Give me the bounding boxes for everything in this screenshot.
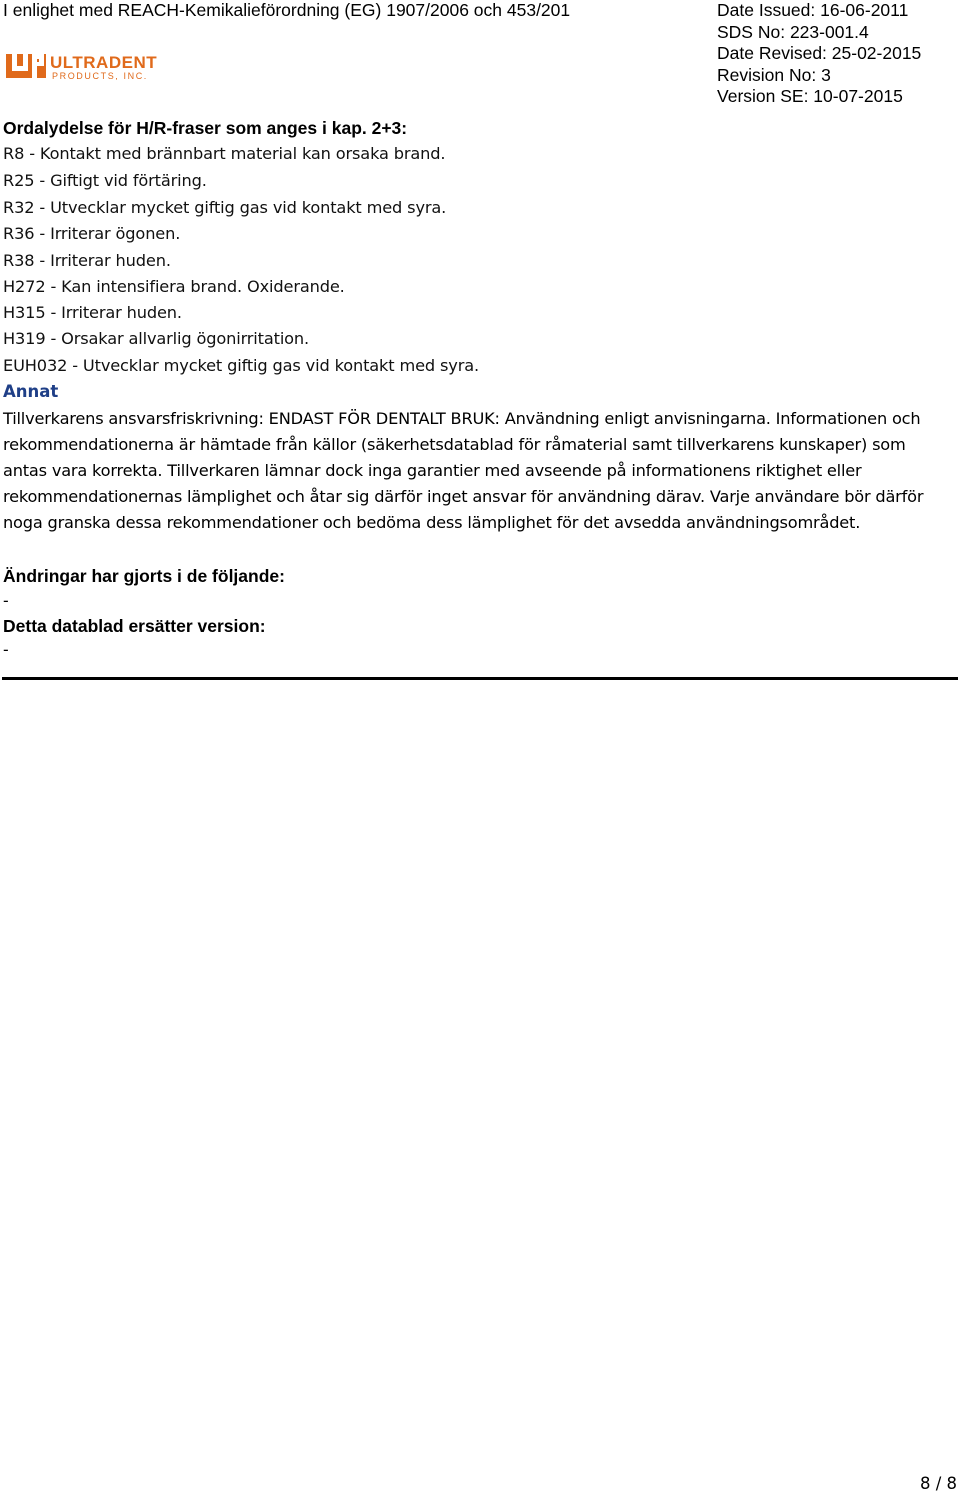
phrase-item: H319 - Orsakar allvarlig ögonirritation.: [3, 329, 310, 348]
supersedes-heading: Detta datablad ersätter version:: [3, 616, 266, 636]
phrase-item: EUH032 - Utvecklar mycket giftig gas vid kontakt med syra.: [3, 356, 479, 375]
supersedes-value: -: [3, 640, 9, 659]
document-regulation-title: I enlighet med REACH-Kemikalieförordning (EG) 1907/2006 och 453/201: [3, 0, 571, 20]
phrase-item: R38 - Irriterar huden.: [3, 251, 171, 270]
phrase-item: R36 - Irriterar ögonen.: [3, 224, 181, 243]
revision-number: Revision No: 3: [717, 64, 831, 85]
manufacturer-disclaimer: Tillverkarens ansvarsfriskrivning: ENDAST FÖR DENTALT BRUK: Användning enligt anvisningarna. Informationen och rekommendationerna är hämtade från källor (säkerhetsdatablad för råmaterial samt tillverkarens kunskaper) som antas vara korrekta. Tillverkaren lämnar dock inga garantier med avseende på informationens riktighet eller rekommendationernas lämplighet och åtar sig därför inget ansvar för användning därav. Varje användare bör därför noga granska dessa rekommendationer och bedöma dess lämplighet för det avsedda användningsområdet.: [3, 409, 924, 532]
phrase-item: R32 - Utvecklar mycket giftig gas vid kontakt med syra.: [3, 198, 447, 217]
phrases-heading: Ordalydelse för H/R-fraser som anges i kap. 2+3:: [3, 118, 408, 138]
changes-value: -: [3, 591, 9, 610]
date-issued: Date Issued: 16-06-2011: [717, 0, 909, 20]
logo-brand-subtitle: PRODUCTS, INC.: [52, 71, 148, 80]
phrase-item: H272 - Kan intensifiera brand. Oxiderande.: [3, 277, 345, 296]
phrase-item: H315 - Irriterar huden.: [3, 303, 182, 322]
page-number: 8 / 8: [919, 1474, 957, 1493]
changes-heading: Ändringar har gjorts i de följande:: [3, 566, 285, 586]
date-revised: Date Revised: 25-02-2015: [717, 43, 922, 64]
phrase-item: R8 - Kontakt med brännbart material kan orsaka brand.: [3, 144, 446, 163]
logo-brand-name: ULTRADENT: [50, 53, 158, 72]
ultradent-logo: [6, 52, 206, 80]
version-se: Version SE: 10-07-2015: [717, 86, 903, 107]
section-divider: [2, 677, 958, 680]
sds-number: SDS No: 223-001.4: [717, 21, 869, 42]
other-heading: Annat: [3, 382, 59, 401]
ultradent-emblem-icon: [6, 54, 46, 78]
document-meta-block: [717, 0, 921, 108]
phrase-item: R25 - Giftigt vid förtäring.: [3, 171, 207, 190]
